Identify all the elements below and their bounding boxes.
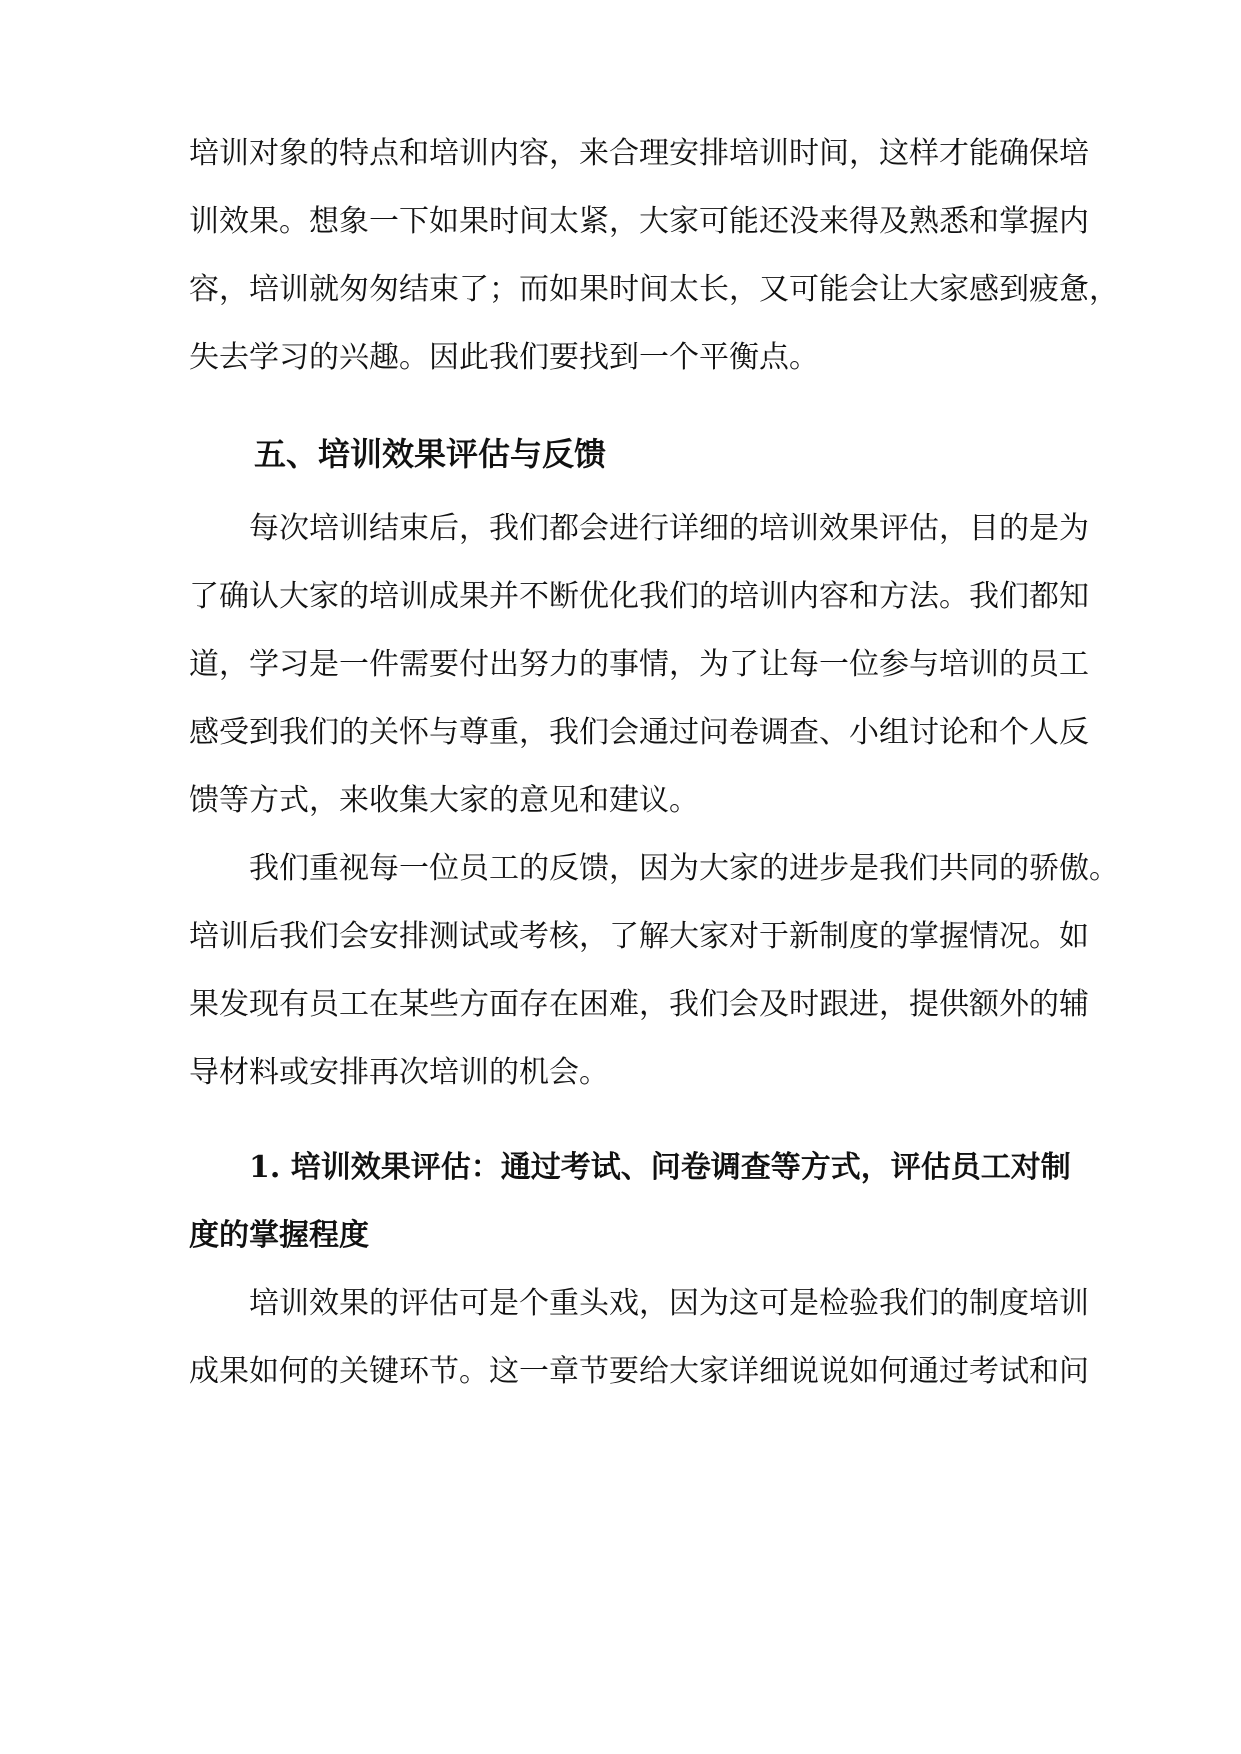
intro-line-4: 失去学习的兴趣。因此我们要找到一个平衡点。	[189, 340, 819, 375]
paragraph2-line-3: 果发现有员工在某些方面存在困难，我们会及时跟进，提供额外的辅	[189, 987, 1089, 1022]
paragraph1-line-1: 每次培训结束后，我们都会进行详细的培训效果评估，目的是为	[249, 511, 1089, 546]
paragraph2-line-1: 我们重视每一位员工的反馈，因为大家的进步是我们共同的骄傲。	[249, 851, 1119, 886]
subheading-line-1: 1. 培训效果评估：通过考试、问卷调查等方式，评估员工对制	[249, 1150, 1071, 1185]
paragraph2-line-2: 培训后我们会安排测试或考核，了解大家对于新制度的掌握情况。如	[189, 919, 1089, 954]
paragraph1-line-3: 道，学习是一件需要付出努力的事情，为了让每一位参与培训的员工	[189, 647, 1089, 682]
section-heading: 五、培训效果评估与反馈	[254, 435, 607, 473]
intro-line-3: 容，培训就匆匆结束了；而如果时间太长，又可能会让大家感到疲惫，	[189, 272, 1119, 307]
paragraph1-line-5: 馈等方式，来收集大家的意见和建议。	[189, 783, 699, 818]
intro-line-1: 培训对象的特点和培训内容，来合理安排培训时间，这样才能确保培	[189, 136, 1089, 171]
paragraph3-line-2: 成果如何的关键环节。这一章节要给大家详细说说如何通过考试和问	[189, 1354, 1089, 1389]
paragraph3-line-1: 培训效果的评估可是个重头戏，因为这可是检验我们的制度培训	[249, 1286, 1089, 1321]
paragraph2-line-4: 导材料或安排再次培训的机会。	[189, 1055, 609, 1090]
intro-line-2: 训效果。想象一下如果时间太紧，大家可能还没来得及熟悉和掌握内	[189, 204, 1089, 239]
paragraph1-line-2: 了确认大家的培训成果并不断优化我们的培训内容和方法。我们都知	[189, 579, 1089, 614]
subheading-line-2: 度的掌握程度	[189, 1218, 369, 1253]
paragraph1-line-4: 感受到我们的关怀与尊重，我们会通过问卷调查、小组讨论和个人反	[189, 715, 1089, 750]
